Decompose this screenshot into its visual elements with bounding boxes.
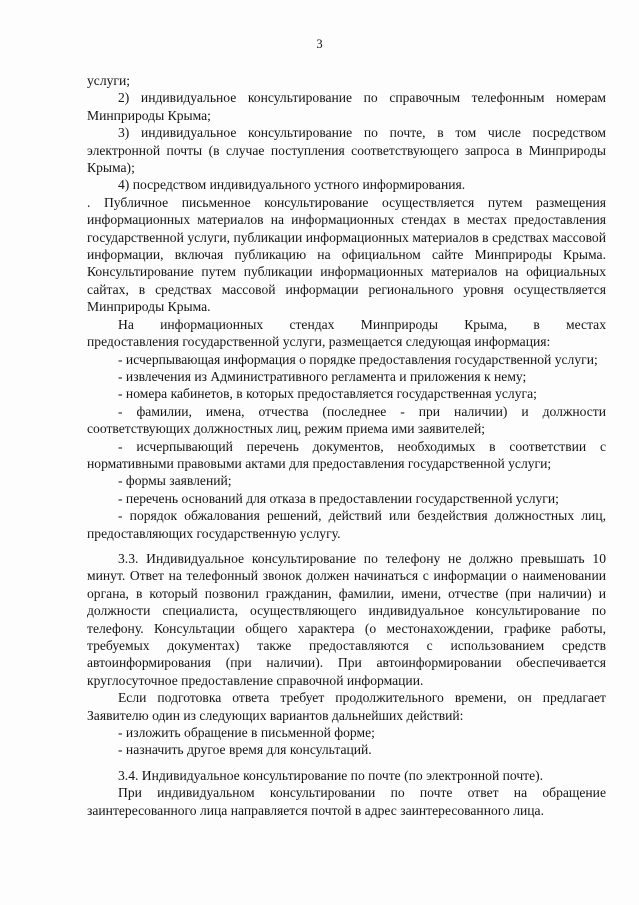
option-item: - назначить другое время для консультаций. (118, 742, 372, 758)
stand-info-item: - исчерпывающая информация о порядке предоставления государственной услуги; (118, 351, 598, 367)
stand-info-item: - фамилии, имена, отчества (последнее - при наличии) и должности соответствующих должностных лиц, режим приема ими заявителей; (87, 403, 606, 437)
document-body (87, 72, 606, 819)
stand-info-item: - исчерпывающий перечень документов, необходимых в соответствии с нормативными правовыми актами для предоставления государственной услуги; (87, 438, 606, 471)
paragraph-mail-answer: При индивидуальном консультировании по почте ответ на обращение заинтересованного лица направляется почтой в адрес заинтересованного лица. (87, 785, 606, 818)
list-item-mail-consulting: 3) индивидуальное консультирование по почте, в том числе посредством электронной почты (в случае поступления соответствующего запроса в Минприроды Крыма); (87, 125, 606, 176)
paragraph-stands-intro: На информационных стендах Минприроды Крыма, в местах (118, 316, 606, 332)
paragraph-public-written-consulting: . Публичное письменное консультирование осуществляется путем размещения информационных материалов на информационных стендах в местах предоставления государственной услуги, публикации информационных материалов в средствах массовой информации, включая публикацию на официальном сайте Минприроды Крыма. Консультирование путем публикации информационных материалов на официальных сайтах, в средствах массовой информации регионального уровня осуществляется Минприроды Крыма. (87, 194, 606, 315)
paragraph-stands-intro-cont: предоставления государственной услуги, размещается следующая информация: (87, 334, 551, 350)
list-item-phone-consulting: 2) индивидуальное консультирование по справочным телефонным номерам Минприроды Крыма; (87, 90, 606, 123)
option-item: - изложить обращение в письменной форме; (118, 725, 375, 741)
paragraph-long-answer: Если подготовка ответа требует продолжительного времени, он предлагает Заявителю один из следующих вариантов дальнейших действий: (87, 690, 606, 723)
stand-info-item: - порядок обжалования решений, действий или бездействия должностных лиц, предоставляющих государственную услугу. (87, 508, 606, 541)
stand-info-item: - перечень оснований для отказа в предоставлении государственной услуги; (118, 490, 559, 506)
stand-info-item: - номера кабинетов, в которых предоставляется государственная услуга; (118, 386, 537, 402)
paragraph-services-end: услуги; (87, 73, 131, 88)
section-3-3-phone-consulting: 3.3. Индивидуальное консультирование по телефону не должно превышать 10 минут. Ответ на телефонный звонок должен начинаться с информации о наименовании органа, в который позвонил гражданин, фамилии, имени, отчестве (при наличии) и должности специалиста, осуществляющего индивидуальное консультирование по телефону. Консультации общего характера (о местонахождении, графике работы, требуемых документах) также предоставляются с использованием средств автоинформирования (при наличии). При автоинформировании обеспечивается круглосуточное предоставление справочной информации. (87, 550, 606, 688)
stand-info-item: - извлечения из Административного регламента и приложения к нему; (118, 368, 527, 384)
list-item-oral-informing: 4) посредством индивидуального устного информирования. (118, 177, 466, 193)
stand-info-item: - формы заявлений; (118, 473, 232, 489)
section-3-4-mail-consulting: 3.4. Индивидуальное консультирование по почте (по электронной почте). (118, 767, 544, 783)
page-number: 3 (316, 37, 323, 51)
